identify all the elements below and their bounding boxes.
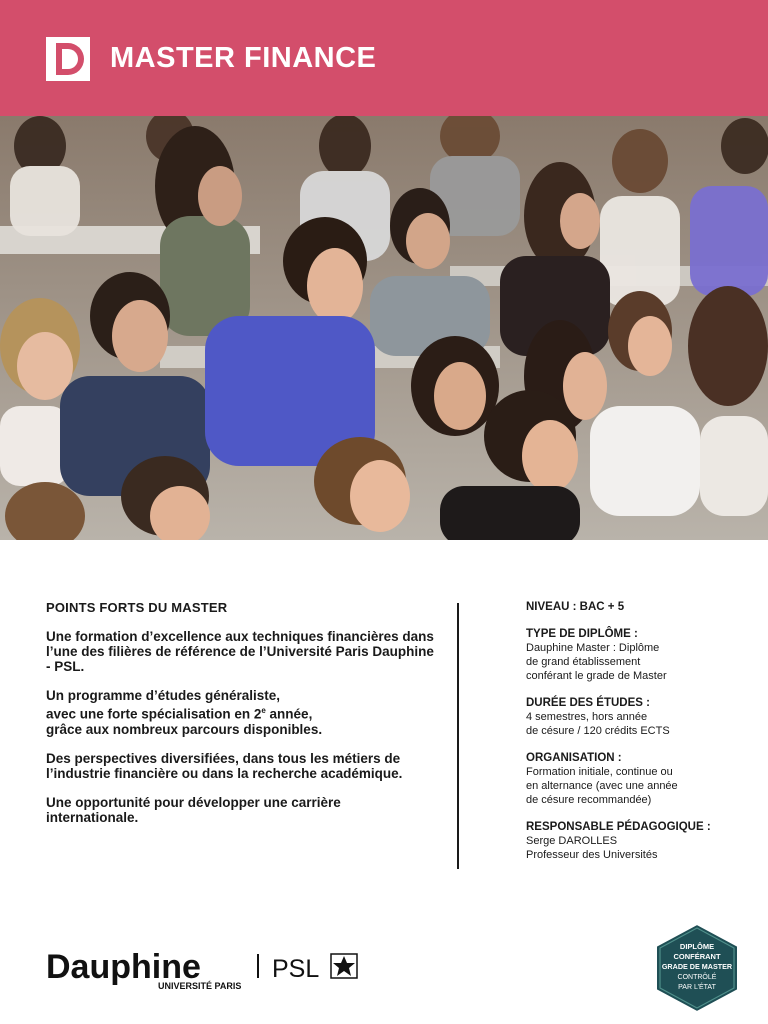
highlight-paragraph-2 — [46, 688, 436, 737]
classroom-students-photo-icon — [0, 116, 768, 540]
badge-line3: GRADE DE MASTER — [661, 962, 733, 971]
info-niveau — [526, 600, 756, 614]
highlights-heading: POINTS FORTS DU MASTER — [46, 600, 228, 615]
info-type — [526, 627, 756, 683]
logo-dauphine-text: Dauphine — [46, 948, 201, 986]
logo-separator — [257, 954, 259, 978]
type-line1: Dauphine Master : Diplôme — [526, 642, 660, 654]
type-label: TYPE DE DIPLÔME : — [526, 628, 638, 640]
duree-label: DURÉE DES ÉTUDES : — [526, 697, 650, 709]
badge-line1: DIPLÔME — [679, 942, 715, 951]
highlights-section — [46, 600, 436, 839]
responsable-title: Professeur des Universités — [526, 849, 658, 861]
badge-line4: CONTRÔLÉ — [677, 974, 717, 981]
info-duree — [526, 696, 756, 738]
logo-psl-text: PSL — [272, 955, 320, 983]
dauphine-logo-icon — [46, 37, 90, 81]
type-line2: de grand établissement — [526, 656, 641, 668]
highlight-paragraph-4: Une opportunité pour développer une carrière internationale. — [46, 794, 341, 825]
niveau-label: NIVEAU : BAC + 5 — [526, 601, 625, 613]
badge-line5: PAR L’ÉTAT — [678, 984, 716, 991]
responsable-label: RESPONSABLE PÉDAGOGIQUE : — [526, 821, 711, 833]
organisation-label: ORGANISATION : — [526, 752, 622, 764]
badge-line2: CONFÉRANT — [673, 952, 721, 961]
logo-universite-text: UNIVERSITÉ PARIS — [158, 981, 242, 991]
highlight-p2-line3: grâce aux nombreux parcours disponibles. — [46, 721, 323, 737]
highlight-paragraph-3: Des perspectives diversifiées, dans tous les métiers de l’industrie financière ou dans la recherche académique. — [46, 750, 403, 781]
responsable-name: Serge DAROLLES — [526, 835, 618, 847]
duree-line1: 4 semestres, hors année — [526, 711, 648, 723]
dauphine-psl-logo — [46, 948, 366, 992]
column-divider — [457, 603, 459, 869]
organisation-line3: de césure recommandée) — [526, 794, 652, 806]
master-grade-badge — [654, 922, 740, 1014]
page-title: MASTER FINANCE — [110, 42, 377, 74]
classroom-photo — [0, 116, 768, 540]
type-line3: conférant le grade de Master — [526, 670, 667, 682]
highlight-p2-line2b: année, — [265, 706, 313, 722]
header-banner — [0, 0, 768, 116]
organisation-line1: Formation initiale, continue ou — [526, 766, 673, 778]
duree-line2: de césure / 120 crédits ECTS — [526, 725, 670, 737]
superscript-e: e — [261, 706, 266, 715]
info-organisation — [526, 751, 756, 807]
highlight-p2-line2a: avec une forte spécialisation en 2 — [46, 706, 262, 722]
highlight-p2-line1: Un programme d’études généraliste, — [46, 688, 281, 703]
highlight-paragraph-1: Une formation d’excellence aux techniques financières dans l’une des filières de référence de l’Université Paris Dauphine - PSL. — [46, 629, 434, 674]
info-responsable — [526, 820, 756, 862]
program-info — [526, 600, 756, 875]
psl-star-icon — [331, 954, 357, 978]
organisation-line2: en alternance (avec une année — [526, 780, 678, 792]
